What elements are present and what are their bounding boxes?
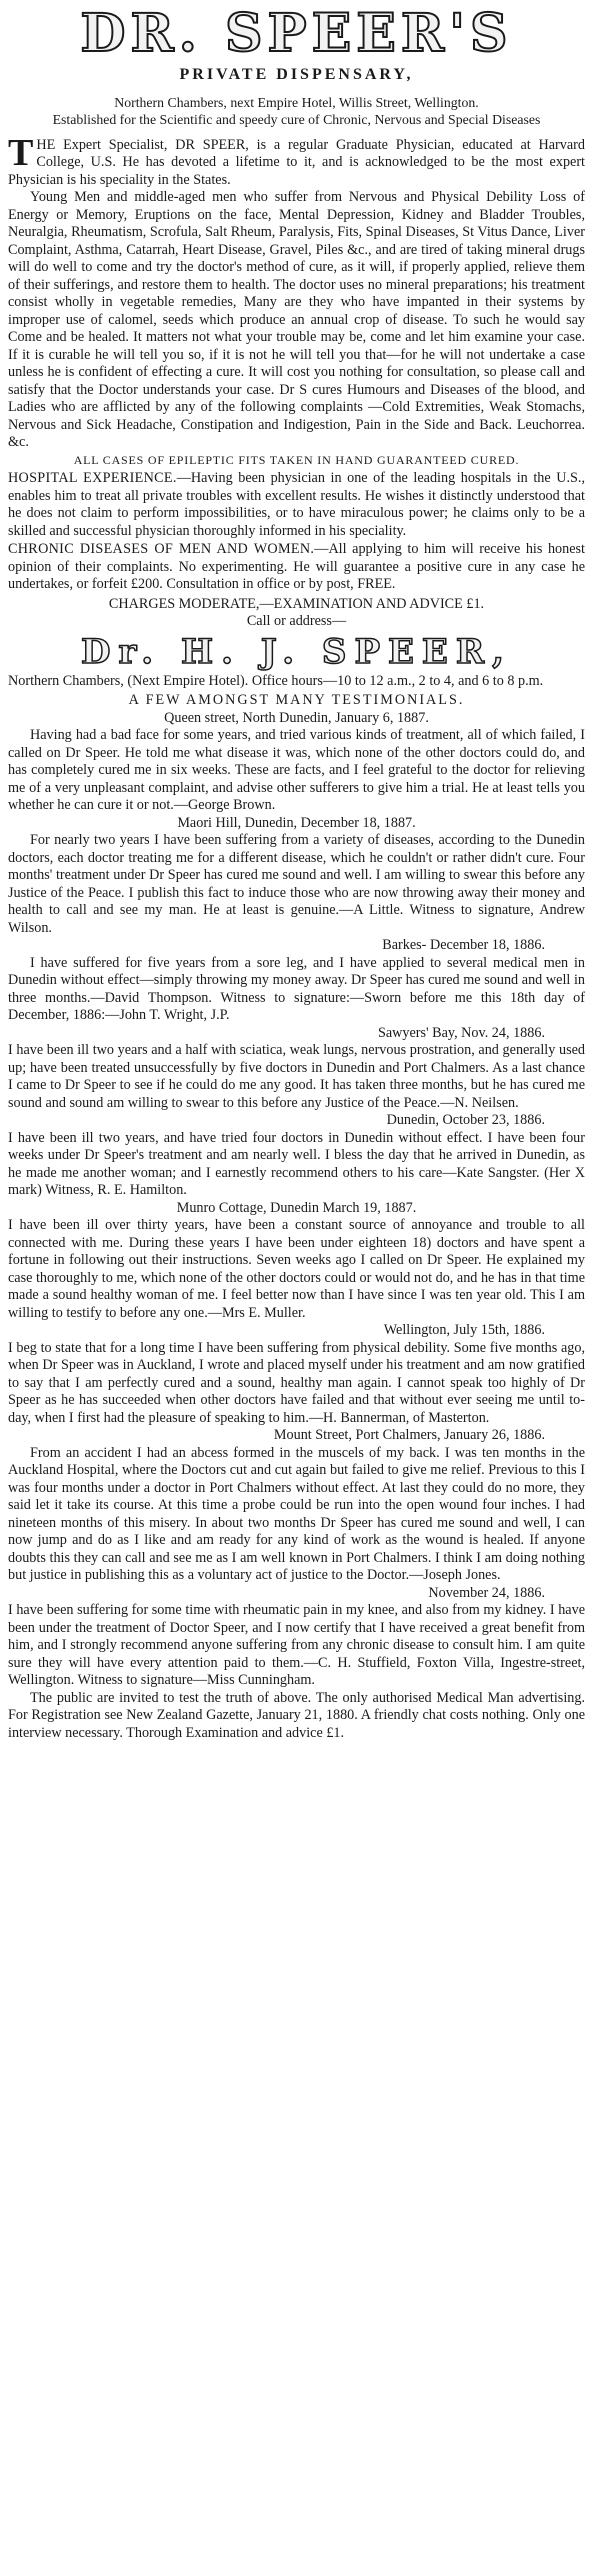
- conditions-paragraph: Young Men and middle-aged men who suffer from Nervous and Physical Debility Loss of Energy or Memory, Eruptions on the face, Mental Depression, Kidney and Bladder Troubles, Neuralgia, Rheumatism, Scrofula, Salt Rheum, Paralysis, Fits, Spinal Diseases, St Vitus Dance, Liver Complaint, Asthma, Catarrah, Heart Disease, Gravel, Piles &c., and are tired of taking mineral drugs will do well to come and try the doctor's method of cure, as it will, if properly applied, relieve them of their sufferings, and restore them to health. The doctor uses no mineral preparations; his treatment consist wholly in vegetable remedies, Many are they who have impanted in their systems by improper use of calomel, seeds which produce an annual crop of disease. To such he would say Come and be healed. It matters not what your trouble may be, come and let him examine your case. If it is curable he will tell you so, if it is not he will tell you that—for he will not undertake a case unless he is confident of effecting a cure. It will cost you nothing for consultation, so please call and satisfy that the Doctor understands your case. Dr S cures Humours and Diseases of the blood, and Ladies who are afflicted by any of the following complaints —Cold Extremities, Weak Stomachs, Nervous and Sick Headache, Constipation and Indigestion, Pain in the Side and Back. Leuchorrea. &c.: [8, 189, 585, 450]
- testimonial-dateline: November 24, 1886.: [428, 1584, 545, 1601]
- subtitle: PRIVATE DISPENSARY,: [179, 66, 414, 83]
- testimonial: [8, 1585, 585, 1690]
- hospital-heading: HOSPITAL EXPERIENCE.: [8, 470, 177, 486]
- testimonial-text: I have suffered for five years from a sore leg, and I have applied to several medical men in Dunedin without effect—simply throwing my money away. Dr Speer has cured me sound and well in three months.—David Thompson. Witness to signature:—Sworn before me this 18th day of December, 1886:—John T. Wright, J.P.: [8, 954, 585, 1023]
- testimonial-text: Having had a bad face for some years, and tried various kinds of treatment, all of which failed, I called on Dr Speer. He told me what disease it was, which none of the other doctors could do, and has completely cured me in six weeks. These are facts, and I feel grateful to the doctor for relieving me of a very unpleasant complaint, and advise other sufferers to give him a trial. He at least tells you whether he can cure it or not.—George Brown.: [8, 727, 585, 813]
- testimonial-dateline: Dunedin, October 23, 1886.: [386, 1112, 545, 1128]
- established-line: Established for the Scientific and speedy cure of Chronic, Nervous and Special Diseases: [52, 112, 541, 127]
- advertisement: [8, 0, 585, 1742]
- testimonial-text: I have been ill two years and a half with sciatica, weak lungs, nervous prostration, and generally used up; have been treated unsuccessfully by five doctors in Dunedin and Port Chalmers. As a last chance I came to Dr Speer to see if he could do me any good. It has taken three months, but he has cured me sound and sound am willing to swear to this before any Justice of the Peace.—N. Neilsen.: [8, 1042, 585, 1111]
- testimonial: [8, 1427, 585, 1585]
- chronic-text: —All applying to him will receive his honest opinion of their complaints. No experimenting. He will guarantee a positive cure in any case he undertakes, or forfeit £200. Consultation in office or by post, FREE.: [8, 541, 585, 592]
- testimonial: [8, 1112, 585, 1200]
- testimonials-list: [8, 710, 585, 1690]
- testimonial-dateline: Wellington, July 15th, 1886.: [383, 1322, 545, 1338]
- page-title: DR. SPEER'S: [80, 3, 513, 64]
- doctor-name: Dr. H. J. SPEER,: [81, 631, 512, 672]
- testimonial: [8, 1322, 585, 1427]
- epileptic-notice: ALL CASES OF EPILEPTIC FITS TAKEN IN HAND GUARANTEED CURED.: [73, 452, 520, 467]
- testimonial: [8, 710, 585, 815]
- testimonial-dateline: Sawyers' Bay, Nov. 24, 1886.: [377, 1024, 545, 1041]
- testimonial: [8, 1200, 585, 1323]
- testimonial: [8, 1025, 585, 1113]
- testimonial-text: From an accident I had an abcess formed in the muscels of my back. I was ten months in the Auckland Hospital, where the Doctors cut and cut again but failed to give me relief. Previous to this I was four months under a doctor in Port Chalmers without effect. At last they could do no more, they said let it take its course. At this time a probe could be run into the open wound four inches. I had nineteen months of this misery. In about two months Dr Speer has cured me sound and well, I can now jump and do as I like and am ready for any kind of work as the wound is healed. If anyone doubts this they can call and see me as I am well known in Port Chalmers. I think I am doing nothing but justice in publishing this as a voluntary act of justice to the Doctor.—Joseph Jones.: [8, 1444, 585, 1583]
- testimonials-heading: A FEW AMONGST MANY TESTIMONIALS.: [128, 692, 465, 708]
- testimonial: [8, 815, 585, 938]
- testimonial: [8, 937, 585, 1025]
- testimonial-dateline: Maori Hill, Dunedin, December 18, 1887.: [177, 814, 416, 831]
- hospital-paragraph: [8, 470, 585, 540]
- address-line: Northern Chambers, next Empire Hotel, Willis Street, Wellington.: [114, 94, 479, 110]
- testimonial-dateline: Mount Street, Port Chalmers, January 26, 1886.: [273, 1427, 545, 1443]
- testimonial-text: I beg to state that for a long time I have been suffering from physical debility. Some five months ago, when Dr Speer was in Auckland, I wrote and placed myself under his treatment and am now gratified to say that I am perfectly cured and a sound, healthy man again. I cannot speak too highly of Dr Speer as he has succeeded when other doctors have failed and that without ever seeing me until to-day, when I first had the pleasure of speaking to him.—H. Bannerman, of Masterton.: [8, 1339, 585, 1426]
- testimonial-dateline: Munro Cottage, Dunedin March 19, 1887.: [176, 1199, 417, 1216]
- hospital-text: —Having been physician in one of the leading hospitals in the U.S., enables him to treat all private troubles with excellent results. He wishes it distinctly understood that he does not claim to perform impossibilities, or to have miraculous power; he claims only to be a skilled and successful physician thoroughly informed in his speciality.: [8, 470, 585, 539]
- testimonial-text: For nearly two years I have been suffering from a variety of diseases, according to the Dunedin doctors, each doctor treating me for a different disease, which he couldn't or rather didn't cure. Four months' treatment under Dr Speer has cured me sound and well. I am willing to swear this before any Justice of the Peace. I publish this fact to induce those who are now throwing away their money and health to call and see my man. He at least is genuine.—A Little. Witness to signature, Andrew Wilson.: [8, 832, 585, 936]
- testimonial-dateline: Barkes- December 18, 1886.: [382, 937, 545, 953]
- chronic-heading: CHRONIC DISEASES OF MEN AND WOMEN.: [8, 541, 315, 557]
- chronic-paragraph: [8, 541, 585, 594]
- call-label: Call or address—: [246, 613, 347, 629]
- office-hours: Northern Chambers, (Next Empire Hotel). Office hours—10 to 12 a.m., 2 to 4, and 6 to 8 p.m.: [8, 672, 544, 689]
- testimonial-text: I have been ill over thirty years, have been a constant source of annoyance and trouble to all connected with me. During these years I have been under eighteen 18) doctors and have spent a fortune in following out their instructions. Seven weeks ago I called on Dr Speer. He explained my case thoroughly to me, which none of the other doctors could or would not do, and he has in that time made a sound healthy woman of me. I feel better now than I have since I was ten year old. This I am willing to testify to before any one.—Mrs E. Muller.: [8, 1217, 585, 1321]
- intro-section: [8, 131, 585, 452]
- intro-paragraph: THE Expert Specialist, DR SPEER, is a regular Graduate Physician, educated at Harvard College, U.S. He has devoted a lifetime to it, and is acknowledged to be the most expert Physician is his speciality in the States.: [8, 131, 585, 188]
- testimonial-text: I have been ill two years, and have tried four doctors in Dunedin without effect. I have been four weeks under Dr Speer's treatment and am nearly well. I bless the day that he arrived in Dunedin, as he made me another woman; and I earnestly recommend others to his care—Kate Sangster. (Her X mark) Witness, R. E. Hamilton.: [8, 1129, 585, 1198]
- charges-line: CHARGES MODERATE,—EXAMINATION AND ADVICE £1.: [108, 595, 485, 612]
- closing-paragraph: The public are invited to test the truth of above. The only authorised Medical Man advertising. For Registration see New Zealand Gazette, January 21, 1880. A friendly chat costs nothing. Only one interview necessary. Thorough Examination and advice £1.: [8, 1689, 585, 1741]
- testimonial-text: I have been suffering for some time with rheumatic pain in my knee, and also from my kidney. I have been under the treatment of Doctor Speer, and I now certify that I have received a great benefit from him, and I strongly recommend anyone suffering from any chronic disease to consult him. I am quite sure they will have every attention paid to them.—C. H. Stuffield, Foxton Villa, Ingestre-street, Wellington. Witness to signature—Miss Cunningham.: [8, 1602, 585, 1688]
- testimonial-dateline: Queen street, North Dunedin, January 6, 1887.: [164, 709, 429, 726]
